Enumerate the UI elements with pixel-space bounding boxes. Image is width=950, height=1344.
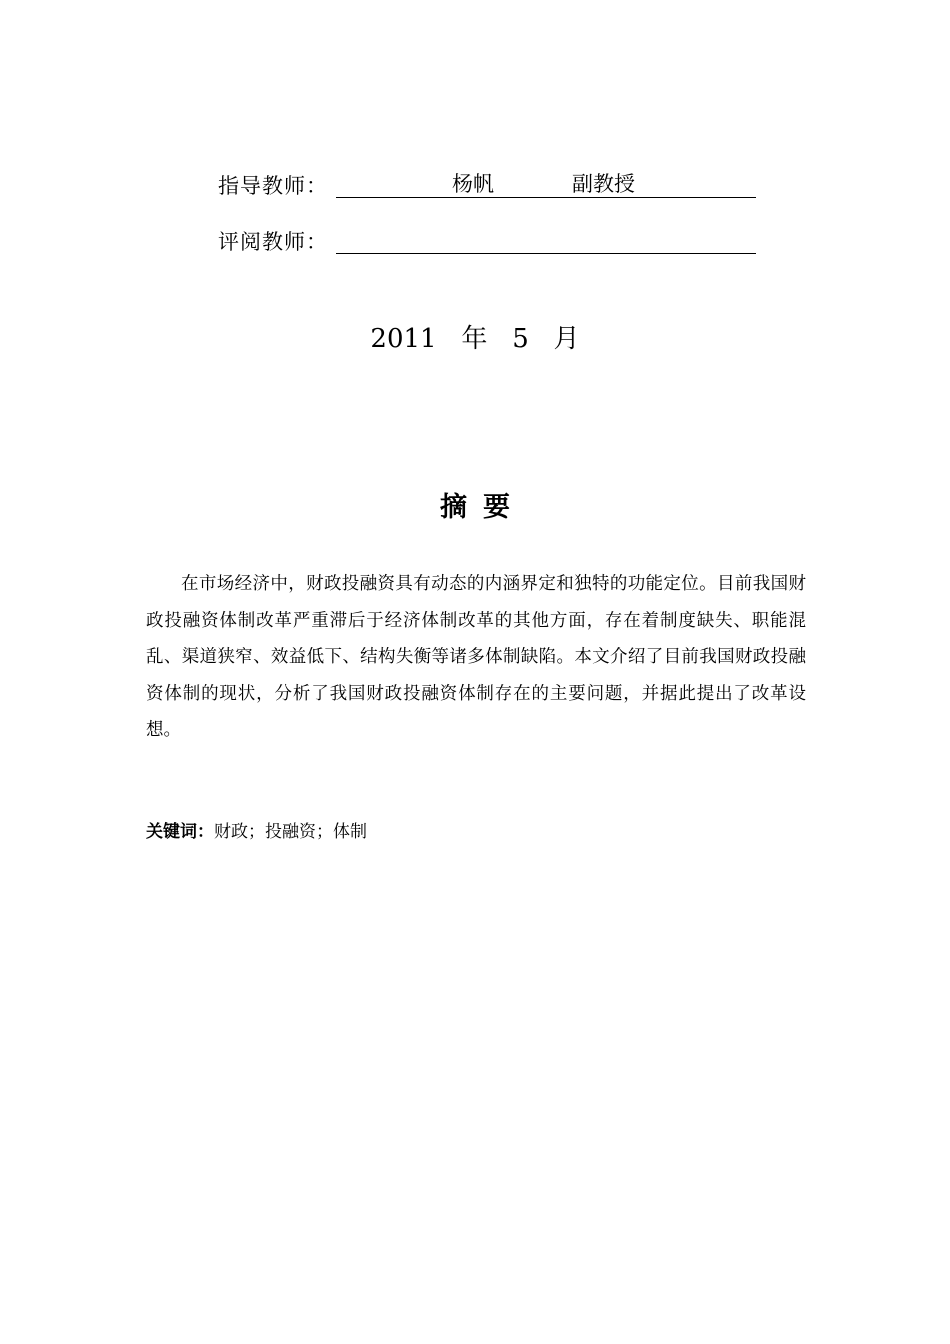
keywords-label: 关键词： — [146, 822, 214, 842]
advisor-title: 副教授 — [572, 172, 635, 196]
date-month-unit: 月 — [553, 324, 580, 354]
keywords-value: 财政；投融资；体制 — [214, 822, 367, 842]
abstract-heading: 摘要 — [440, 492, 526, 523]
date-year: 2011 — [370, 324, 437, 354]
abstract-body: 在市场经济中，财政投融资具有动态的内涵界定和独特的功能定位。目前我国财政投融资体制改革严重滞后于经济体制改革的其他方面，存在着制度缺失、职能混乱、渠道狭窄、效益低下、结构失衡等诸多体制缺陷。本文介绍了目前我国财政投融资体制的现状，分析了我国财政投融资体制存在的主要问题，并据此提出了改革设想。 — [146, 574, 806, 740]
advisor-name: 杨帆 — [452, 172, 494, 196]
reviewer-label: 评阅教师： — [218, 230, 328, 254]
reviewer-underline — [336, 229, 756, 254]
advisor-underline — [336, 173, 756, 198]
advisor-label: 指导教师： — [218, 174, 328, 198]
reviewer-row — [218, 222, 328, 254]
keywords-line — [146, 816, 367, 848]
submission-date — [0, 322, 950, 356]
date-month: 5 — [512, 324, 529, 354]
date-year-unit: 年 — [461, 324, 488, 354]
advisor-row — [218, 166, 635, 198]
